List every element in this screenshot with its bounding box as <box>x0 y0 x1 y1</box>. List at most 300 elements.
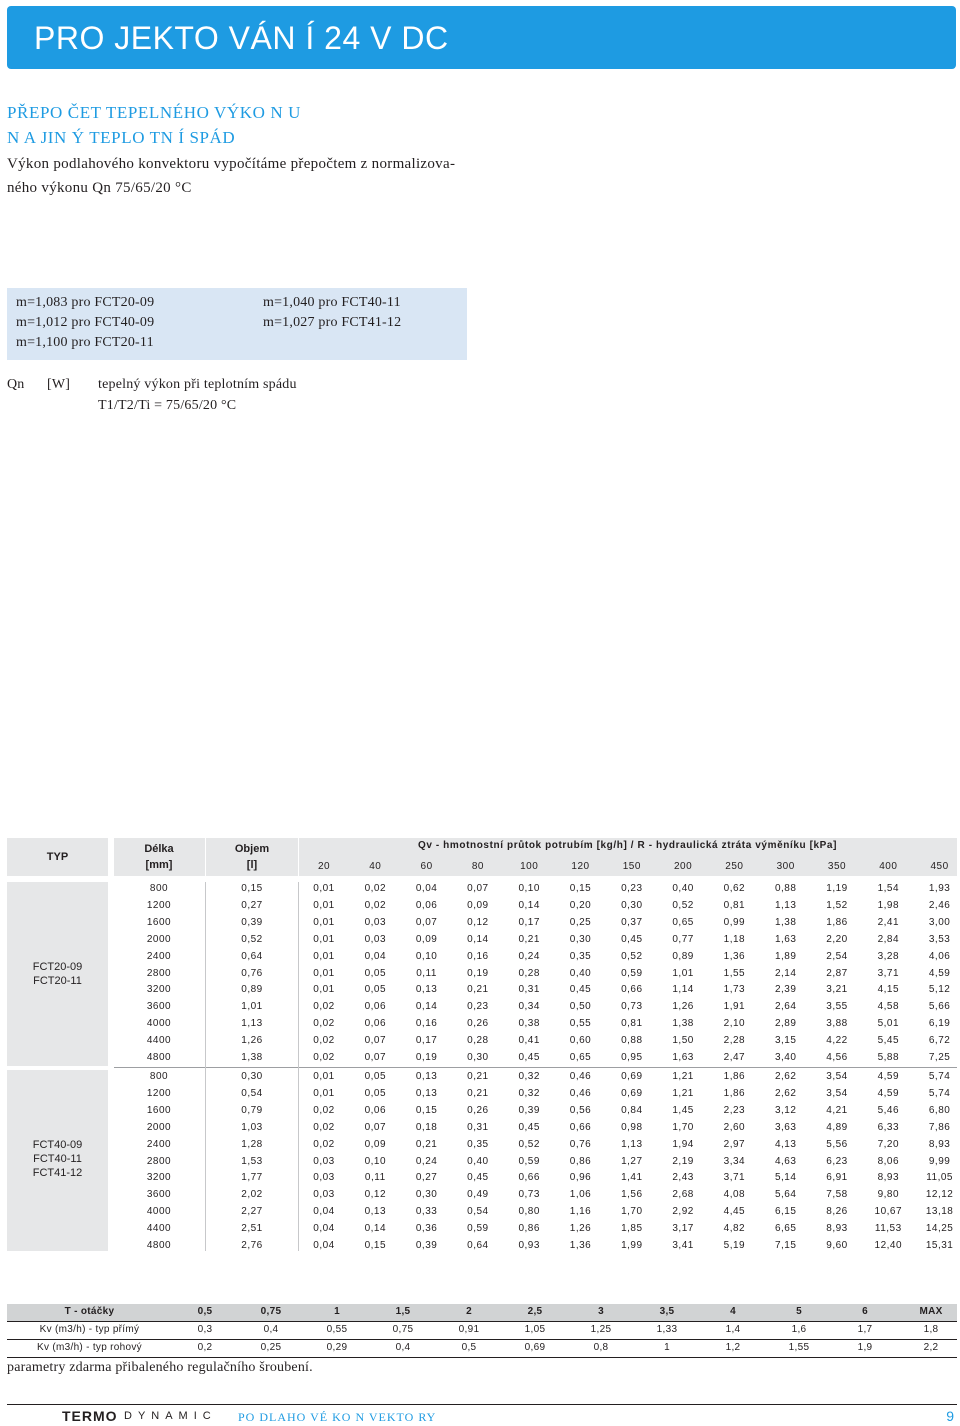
flow-value-cell: 0,25 <box>569 916 592 928</box>
flow-value-cell: 4,06 <box>928 950 951 962</box>
flow-value-cell: 0,65 <box>672 916 694 928</box>
flow-value-cell: 1,06 <box>569 1189 592 1201</box>
flow-value-cell: 0,30 <box>415 1189 438 1201</box>
flow-value-cell: 12,40 <box>874 1240 903 1251</box>
valve-value-cell: 0,8 <box>593 1342 609 1353</box>
flow-value-cell: 0,17 <box>415 1035 438 1047</box>
flow-value-cell: 4,59 <box>877 1071 900 1082</box>
flow-value-cell: 0,06 <box>415 899 438 911</box>
flow-value-cell: 0,50 <box>569 1001 592 1013</box>
flow-value-cell: 0,03 <box>313 1189 335 1201</box>
type-name: FCT41-12 <box>32 1167 83 1179</box>
flow-value-cell: 0,02 <box>313 1121 335 1133</box>
typ-label: TYP <box>46 851 69 863</box>
flow-value-cell: 0,60 <box>569 1035 592 1047</box>
flow-value-cell: 12,12 <box>925 1189 954 1201</box>
flow-value-cell: 0,31 <box>518 984 540 996</box>
table-row <box>114 983 957 1000</box>
volume-cell: 1,38 <box>241 1052 263 1063</box>
valve-row <box>7 1322 957 1339</box>
flow-value-cell: 1,21 <box>672 1071 694 1082</box>
delka-unit: [mm] <box>145 859 173 871</box>
legend-desc-line2: T1/T2/Ti = 75/65/20 °C <box>98 398 237 413</box>
flow-value-cell: 3,63 <box>774 1121 797 1133</box>
flow-value-cell: 0,07 <box>364 1052 387 1063</box>
flow-value-cell: 0,05 <box>364 967 387 979</box>
flow-value-cell: 1,63 <box>774 933 797 945</box>
volume-cell: 0,64 <box>241 950 263 962</box>
flow-value-cell: 0,34 <box>518 1001 540 1013</box>
valve-value-cell: MAX <box>919 1306 943 1317</box>
flow-value-cell: 0,01 <box>313 933 335 945</box>
flow-value-cell: 2,46 <box>928 899 951 911</box>
title-banner <box>7 6 956 69</box>
length-cell: 1200 <box>146 1087 172 1099</box>
length-cell: 4800 <box>146 1052 172 1063</box>
flow-column-header: 100 <box>520 861 539 872</box>
length-cell: 4800 <box>146 1240 172 1251</box>
flow-value-cell: 5,01 <box>877 1018 900 1030</box>
table-row <box>114 950 957 967</box>
table-row <box>114 1051 957 1068</box>
flow-value-cell: 3,12 <box>774 1104 797 1116</box>
exponent-list-left <box>16 293 154 353</box>
flow-value-cell: 6,72 <box>928 1035 951 1047</box>
table-row <box>114 1171 957 1188</box>
flow-value-cell: 5,12 <box>928 984 951 996</box>
volume-cell: 0,39 <box>241 916 263 928</box>
valve-value-cell: 1,5 <box>395 1306 411 1317</box>
objem-unit: [l] <box>246 859 258 871</box>
flow-value-cell: 0,93 <box>518 1240 540 1251</box>
table-row <box>114 1000 957 1017</box>
volume-cell: 0,15 <box>241 883 263 894</box>
valve-value-cell: 0,4 <box>395 1342 411 1353</box>
flow-value-cell: 3,54 <box>826 1087 848 1099</box>
valve-value-cell: 2 <box>466 1306 472 1317</box>
length-cell: 2000 <box>146 1121 172 1133</box>
flow-value-cell: 0,19 <box>415 1052 438 1063</box>
valve-value-cell: 0,69 <box>524 1342 546 1353</box>
flow-value-cell: 3,15 <box>774 1035 797 1047</box>
flow-value-cell: 1,45 <box>672 1104 694 1116</box>
flow-value-cell: 4,63 <box>774 1155 797 1167</box>
flow-value-cell: 0,09 <box>364 1138 387 1150</box>
flow-value-cell: 0,45 <box>518 1121 540 1133</box>
flow-value-cell: 0,10 <box>415 950 438 962</box>
valve-value-cell: 1,6 <box>791 1324 807 1335</box>
flow-value-cell: 4,82 <box>723 1223 746 1235</box>
column-divider <box>298 882 299 1251</box>
flow-value-cell: 7,58 <box>826 1189 848 1201</box>
flow-value-cell: 1,26 <box>672 1001 694 1013</box>
flow-value-cell: 0,17 <box>518 916 540 928</box>
table-row <box>114 933 957 950</box>
flow-value-cell: 0,06 <box>364 1104 387 1116</box>
flow-value-cell: 1,70 <box>621 1206 643 1218</box>
flow-value-cell: 0,55 <box>569 1018 592 1030</box>
flow-column-header: 150 <box>622 861 641 872</box>
valve-value-cell: 0,5 <box>197 1306 213 1317</box>
flow-value-cell: 0,23 <box>621 883 643 894</box>
flow-value-cell: 0,24 <box>415 1155 438 1167</box>
flow-column-header: 120 <box>571 861 590 872</box>
valve-value-cell: 1,2 <box>725 1342 741 1353</box>
footer-divider <box>7 1404 957 1405</box>
type-group-2-cell <box>7 1070 108 1251</box>
flow-value-cell: 0,59 <box>518 1155 540 1167</box>
flow-value-cell: 0,03 <box>313 1172 335 1184</box>
flow-value-cell: 6,15 <box>774 1206 797 1218</box>
flow-value-cell: 2,39 <box>774 984 797 996</box>
flow-value-cell: 1,73 <box>723 984 746 996</box>
flow-value-cell: 11,05 <box>926 1172 953 1184</box>
flow-value-cell: 5,88 <box>877 1052 900 1063</box>
exponent-item: m=1,027 pro FCT41-12 <box>263 315 402 330</box>
flow-value-cell: 4,22 <box>826 1035 848 1047</box>
logo-word-termo: TERMO <box>62 1408 118 1424</box>
flow-value-cell: 0,05 <box>364 984 387 996</box>
flow-value-cell: 5,74 <box>928 1087 951 1099</box>
exponent-box <box>7 288 467 360</box>
flow-value-cell: 1,38 <box>774 916 797 928</box>
type-name: FCT40-11 <box>33 1153 82 1165</box>
valve-value-cell: 0,5 <box>461 1342 477 1353</box>
flow-column-header: 400 <box>879 861 898 872</box>
exponent-item: m=1,040 pro FCT40-11 <box>263 295 401 310</box>
valve-value-cell: 0,75 <box>260 1306 282 1317</box>
flow-value-cell: 2,28 <box>723 1035 746 1047</box>
flow-column-header: 250 <box>725 861 744 872</box>
flow-value-cell: 15,31 <box>925 1240 954 1251</box>
flow-value-cell: 5,64 <box>774 1189 797 1201</box>
flow-value-cell: 2,64 <box>774 1001 797 1013</box>
flow-value-cell: 5,56 <box>826 1138 848 1150</box>
flow-column-header: 300 <box>776 861 795 872</box>
flow-value-cell: 0,01 <box>313 899 335 911</box>
flow-value-cell: 0,52 <box>672 899 694 911</box>
flow-value-cell: 1,26 <box>569 1223 592 1235</box>
flow-value-cell: 0,13 <box>415 984 438 996</box>
flow-value-cell: 1,86 <box>826 916 848 928</box>
table-row <box>114 1205 957 1222</box>
valve-value-cell: 5 <box>796 1306 802 1317</box>
flow-value-cell: 0,77 <box>672 933 694 945</box>
flow-value-cell: 3,41 <box>672 1240 694 1251</box>
flow-value-cell: 0,62 <box>723 883 746 894</box>
valve-value-cell: 0,4 <box>263 1324 279 1335</box>
exponent-list-right <box>263 293 401 333</box>
flow-value-cell: 0,40 <box>467 1155 489 1167</box>
flow-value-cell: 3,40 <box>774 1052 797 1063</box>
flow-value-cell: 5,74 <box>928 1071 951 1082</box>
flow-value-cell: 0,01 <box>313 1087 335 1099</box>
flow-value-cell: 0,04 <box>313 1223 335 1235</box>
valve-row-label: Kv (m3/h) - typ přímý <box>39 1324 140 1335</box>
flow-value-cell: 0,12 <box>467 916 489 928</box>
flow-value-cell: 3,55 <box>826 1001 848 1013</box>
valve-value-cell: 1,33 <box>656 1324 678 1335</box>
flow-value-cell: 7,25 <box>928 1052 951 1063</box>
flow-value-cell: 0,14 <box>467 933 489 945</box>
flow-column-header: 20 <box>317 861 331 872</box>
flow-value-cell: 0,36 <box>415 1223 438 1235</box>
footer-section: PO DLAHO VÉ KO N VEKTO RY <box>238 1410 437 1424</box>
valve-value-cell: 0,2 <box>197 1342 213 1353</box>
flow-value-cell: 0,81 <box>621 1018 643 1030</box>
flow-value-cell: 0,59 <box>621 967 643 979</box>
flow-value-cell: 9,80 <box>877 1189 900 1201</box>
flow-value-cell: 0,03 <box>313 1155 335 1167</box>
valve-value-cell: 0,29 <box>326 1342 348 1353</box>
flow-value-cell: 6,91 <box>826 1172 848 1184</box>
flow-value-cell: 0,15 <box>569 883 592 894</box>
flow-value-cell: 2,41 <box>877 916 900 928</box>
flow-value-cell: 6,33 <box>877 1121 900 1133</box>
flow-column-header: 350 <box>827 861 847 872</box>
valve-value-cell: 1,9 <box>857 1342 873 1353</box>
legend-unit: [W] <box>47 377 71 392</box>
volume-cell: 0,30 <box>241 1071 263 1082</box>
table-row <box>114 1239 957 1256</box>
flow-value-cell: 1,94 <box>672 1138 694 1150</box>
flow-value-cell: 0,02 <box>313 1001 335 1013</box>
flow-value-cell: 0,04 <box>364 950 387 962</box>
flow-value-cell: 2,14 <box>774 967 797 979</box>
flow-value-cell: 0,30 <box>569 933 592 945</box>
flow-value-cell: 1,36 <box>723 950 746 962</box>
flow-value-cell: 0,01 <box>313 984 335 996</box>
volume-cell: 0,76 <box>241 967 263 979</box>
length-cell: 4400 <box>146 1035 172 1047</box>
typ-header-cell <box>7 838 108 876</box>
flow-column-header: 200 <box>674 861 693 872</box>
flow-value-cell: 0,65 <box>569 1052 592 1063</box>
flow-value-cell: 1,01 <box>672 967 694 979</box>
volume-cell: 0,89 <box>241 984 263 996</box>
valve-value-cell: 1,7 <box>857 1324 873 1335</box>
flow-value-cell: 0,38 <box>518 1018 540 1030</box>
flow-value-cell: 4,56 <box>826 1052 848 1063</box>
length-cell: 4400 <box>146 1223 172 1235</box>
table-row <box>114 899 957 916</box>
flow-value-cell: 0,59 <box>467 1223 489 1235</box>
flow-value-cell: 1,14 <box>672 984 694 996</box>
flow-value-cell: 0,10 <box>518 883 540 894</box>
table-row <box>114 1188 957 1205</box>
length-cell: 1600 <box>146 916 172 928</box>
intro-line2: ného výkonu Qn 75/65/20 °C <box>7 180 192 196</box>
table-row <box>114 1121 957 1138</box>
flow-value-cell: 3,00 <box>928 916 951 928</box>
flow-value-cell: 0,01 <box>313 916 335 928</box>
flow-value-cell: 0,96 <box>569 1172 592 1184</box>
flow-value-cell: 1,18 <box>723 933 746 945</box>
flow-value-cell: 0,21 <box>467 1087 489 1099</box>
flow-value-cell: 4,58 <box>877 1001 900 1013</box>
length-cell: 2000 <box>146 933 172 945</box>
valve-value-cell: 4 <box>730 1306 736 1317</box>
volume-cell: 1,03 <box>241 1121 263 1133</box>
flow-value-cell: 0,18 <box>415 1121 438 1133</box>
flow-value-cell: 7,15 <box>774 1240 797 1251</box>
flow-value-cell: 11,53 <box>874 1223 902 1235</box>
type-group-2-labels <box>7 1138 108 1180</box>
section-title <box>7 100 301 150</box>
flow-header: Qv - hmotnostní průtok potrubím [kg/h] / R - hydraulická ztráta výměníku [kPa] <box>417 840 838 851</box>
logo-word-dynamic: DYNAMIC <box>124 1410 217 1422</box>
table-row <box>114 1222 957 1239</box>
flow-value-cell: 1,27 <box>621 1155 643 1167</box>
flow-column-header: 60 <box>420 861 433 872</box>
flow-value-cell: 0,46 <box>569 1087 592 1099</box>
valve-value-cell: 1,4 <box>725 1324 741 1335</box>
flow-value-cell: 8,93 <box>928 1138 951 1150</box>
flow-value-cell: 2,84 <box>877 933 900 945</box>
flow-value-cell: 1,38 <box>672 1018 694 1030</box>
flow-value-cell: 8,26 <box>826 1206 848 1218</box>
table-row <box>114 1017 957 1034</box>
table-row <box>114 882 957 899</box>
length-cell: 4000 <box>146 1018 172 1030</box>
flow-value-cell: 4,59 <box>877 1087 900 1099</box>
flow-value-cell: 0,02 <box>364 883 387 894</box>
flow-value-cell: 0,23 <box>467 1001 489 1013</box>
flow-value-cell: 0,86 <box>518 1223 540 1235</box>
flow-value-cell: 0,13 <box>364 1206 387 1218</box>
flow-value-cell: 2,23 <box>723 1104 746 1116</box>
flow-value-cell: 4,21 <box>826 1104 848 1116</box>
flow-value-cell: 1,86 <box>723 1087 746 1099</box>
flow-value-cell: 0,03 <box>364 933 387 945</box>
flow-value-cell: 0,33 <box>415 1206 438 1218</box>
flow-value-cell: 0,30 <box>621 899 643 911</box>
flow-value-cell: 0,02 <box>313 1138 335 1150</box>
flow-table <box>7 838 957 1251</box>
table-row <box>114 916 957 933</box>
flow-value-cell: 0,45 <box>518 1052 540 1063</box>
flow-value-cell: 4,59 <box>928 967 951 979</box>
flow-value-cell: 0,21 <box>415 1138 438 1150</box>
flow-value-cell: 0,04 <box>313 1240 335 1251</box>
flow-value-cell: 3,21 <box>826 984 848 996</box>
flow-value-cell: 0,09 <box>467 899 489 911</box>
flow-value-cell: 3,28 <box>877 950 900 962</box>
flow-value-cell: 0,45 <box>569 984 592 996</box>
flow-value-cell: 0,66 <box>518 1172 540 1184</box>
flow-value-cell: 0,14 <box>518 899 540 911</box>
flow-value-cell: 0,30 <box>467 1052 489 1063</box>
flow-value-cell: 8,93 <box>877 1172 900 1184</box>
exponent-item: m=1,083 pro FCT20-09 <box>16 295 155 310</box>
flow-value-cell: 0,01 <box>313 950 335 962</box>
exponent-item: m=1,012 pro FCT40-09 <box>16 315 155 330</box>
flow-value-cell: 0,12 <box>364 1189 387 1201</box>
length-cell: 2400 <box>146 1138 172 1150</box>
flow-value-cell: 1,55 <box>723 967 746 979</box>
flow-value-cell: 0,56 <box>569 1104 592 1116</box>
flow-value-cell: 0,07 <box>364 1035 387 1047</box>
table-header <box>114 838 957 876</box>
flow-value-cell: 3,71 <box>877 967 900 979</box>
flow-value-cell: 0,21 <box>518 933 540 945</box>
flow-value-cell: 2,97 <box>723 1138 746 1150</box>
flow-value-cell: 7,86 <box>928 1121 951 1133</box>
valve-value-cell: 1 <box>334 1306 340 1317</box>
valve-value-cell: 3,5 <box>659 1306 675 1317</box>
flow-value-cell: 2,47 <box>723 1052 746 1063</box>
flow-value-cell: 4,08 <box>723 1189 746 1201</box>
delka-label: Délka <box>144 843 174 855</box>
flow-value-cell: 4,15 <box>877 984 900 996</box>
flow-value-cell: 0,80 <box>518 1206 540 1218</box>
flow-value-cell: 2,62 <box>774 1071 797 1082</box>
flow-value-cell: 0,26 <box>467 1018 489 1030</box>
length-cell: 1600 <box>146 1104 172 1116</box>
flow-value-cell: 6,80 <box>928 1104 951 1116</box>
type-name: FCT40-09 <box>32 1139 83 1151</box>
valve-value-cell: 1,55 <box>788 1342 810 1353</box>
type-name: FCT20-09 <box>32 961 83 973</box>
flow-value-cell: 6,19 <box>928 1018 951 1030</box>
type-group-1-cell <box>7 882 108 1066</box>
flow-value-cell: 0,02 <box>313 1018 335 1030</box>
volume-cell: 0,52 <box>241 933 263 945</box>
table-row <box>114 1087 957 1104</box>
flow-value-cell: 0,03 <box>364 916 387 928</box>
valve-header-row <box>7 1304 957 1321</box>
flow-value-cell: 9,99 <box>928 1155 951 1167</box>
flow-value-cell: 0,40 <box>672 883 694 894</box>
objem-label: Objem <box>234 843 270 855</box>
flow-value-cell: 0,32 <box>518 1087 540 1099</box>
valve-value-cell: 6 <box>862 1306 868 1317</box>
valve-value-cell: 1 <box>664 1342 670 1353</box>
valve-row <box>7 1340 957 1357</box>
flow-value-cell: 1,98 <box>877 899 900 911</box>
flow-value-cell: 14,25 <box>925 1223 954 1235</box>
valve-value-cell: 0,91 <box>458 1324 480 1335</box>
flow-value-cell: 0,20 <box>569 899 592 911</box>
volume-cell: 1,28 <box>241 1138 263 1150</box>
flow-value-cell: 0,05 <box>364 1087 387 1099</box>
flow-value-cell: 1,16 <box>569 1206 592 1218</box>
flow-value-cell: 0,28 <box>467 1035 489 1047</box>
flow-value-cell: 5,66 <box>928 1001 951 1013</box>
flow-value-cell: 0,73 <box>621 1001 643 1013</box>
flow-value-cell: 5,46 <box>877 1104 900 1116</box>
flow-value-cell: 0,16 <box>467 950 489 962</box>
valve-value-cell: 2,2 <box>923 1342 939 1353</box>
valve-row-divider <box>7 1357 957 1358</box>
type-group-1-labels <box>7 960 108 988</box>
footnote: parametry zdarma přibaleného regulačního šroubení. <box>7 1360 313 1375</box>
intro-text <box>7 152 527 200</box>
table-row <box>114 967 957 984</box>
flow-value-cell: 0,28 <box>518 967 540 979</box>
flow-value-cell: 0,89 <box>672 950 694 962</box>
valve-value-cell: 3 <box>598 1306 604 1317</box>
flow-value-cell: 6,23 <box>826 1155 848 1167</box>
flow-column-header: 450 <box>930 861 949 872</box>
volume-cell: 1,26 <box>241 1035 263 1047</box>
volume-cell: 0,54 <box>241 1087 263 1099</box>
flow-value-cell: 0,09 <box>415 933 438 945</box>
length-cell: 2800 <box>146 967 172 979</box>
flow-value-cell: 4,89 <box>826 1121 848 1133</box>
flow-value-cell: 7,20 <box>877 1138 900 1150</box>
valve-value-cell: 0,75 <box>392 1324 414 1335</box>
